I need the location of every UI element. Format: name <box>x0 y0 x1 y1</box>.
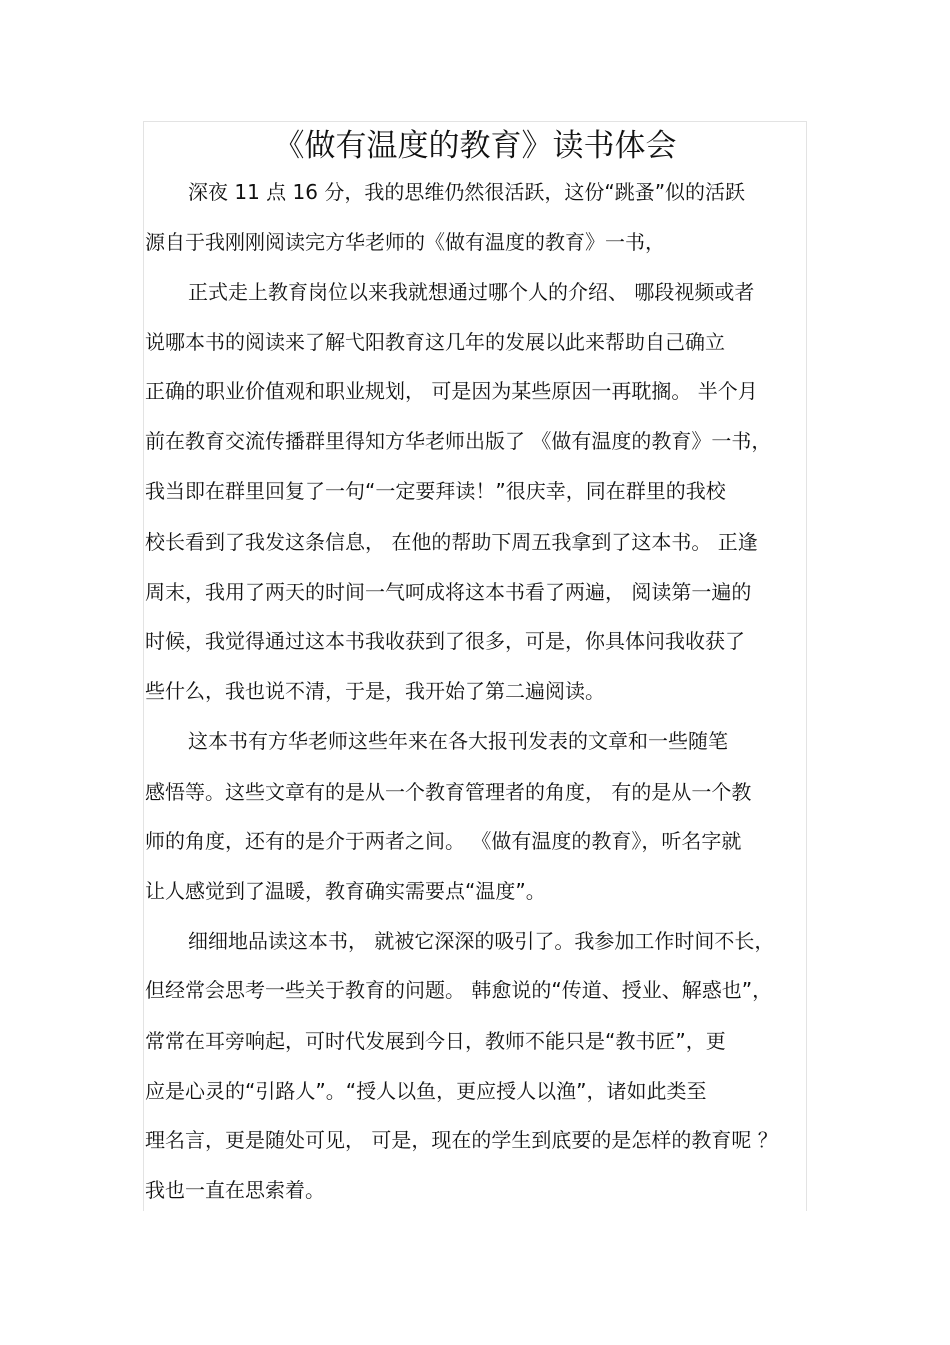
paragraph-line: 正确的职业价值观和职业规划， 可是因为某些原因一再耽搁。 半个月 <box>145 379 758 403</box>
paragraph-line: 说哪本书的阅读来了解弋阳教育这几年的发展以此来帮助自己确立 <box>145 330 725 354</box>
paragraph-line: 周末，我用了两天的时间一气呵成将这本书看了两遍， 阅读第一遍的 <box>145 580 752 604</box>
paragraph-line: 时候，我觉得通过这本书我收获到了很多，可是，你具体问我收获了 <box>145 629 745 653</box>
paragraph-line: 细细地品读这本书， 就被它深深的吸引了。我参加工作时间不长， <box>188 929 775 953</box>
paragraph-line: 师的角度，还有的是介于两者之间。 《做有温度的教育》，听名字就 <box>145 829 742 853</box>
paragraph-line: 理名言，更是随处可见， 可是，现在的学生到底要的是怎样的教育呢 ？ <box>145 1128 778 1152</box>
paragraph-line: 我也一直在思索着。 <box>145 1178 325 1202</box>
paragraph-line: 让人感觉到了温暖，教育确实需要点“温度”。 <box>145 879 546 903</box>
paragraph-line: 校长看到了我发这条信息， 在他的帮助下周五我拿到了这本书。 正逢 <box>145 530 758 554</box>
paragraph-line: 深夜 11 点 16 分，我的思维仍然很活跃，这份“跳蚤”似的活跃 <box>188 180 746 204</box>
paragraph-line: 感悟等。这些文章有的是从一个教育管理者的角度， 有的是从一个教 <box>145 780 752 804</box>
paragraph-line: 些什么，我也说不清，于是，我开始了第二遍阅读。 <box>145 679 605 703</box>
paragraph-line: 正式走上教育岗位以来我就想通过哪个人的介绍、 哪段视频或者 <box>188 280 755 304</box>
paragraph-line: 源自于我刚刚阅读完方华老师的《做有温度的教育》一书， <box>145 230 665 254</box>
paragraph-line: 应是心灵的“引路人”。“授人以鱼，更应授人以渔”，诸如此类至 <box>145 1079 707 1103</box>
document-title: 《做有温度的教育》读书体会 <box>273 128 677 164</box>
paragraph-line: 前在教育交流传播群里得知方华老师出版了 《做有温度的教育》一书， <box>145 429 772 453</box>
paragraph-line: 但经常会思考一些关于教育的问题。 韩愈说的“传道、授业、解惑也”， <box>145 978 773 1002</box>
paragraph-line: 我当即在群里回复了一句“一定要拜读！”很庆幸，同在群里的我校 <box>145 479 726 503</box>
paragraph-line: 这本书有方华老师这些年来在各大报刊发表的文章和一些随笔 <box>188 729 728 753</box>
paragraph-line: 常常在耳旁响起，可时代发展到今日，教师不能只是“教书匠”，更 <box>145 1029 726 1053</box>
